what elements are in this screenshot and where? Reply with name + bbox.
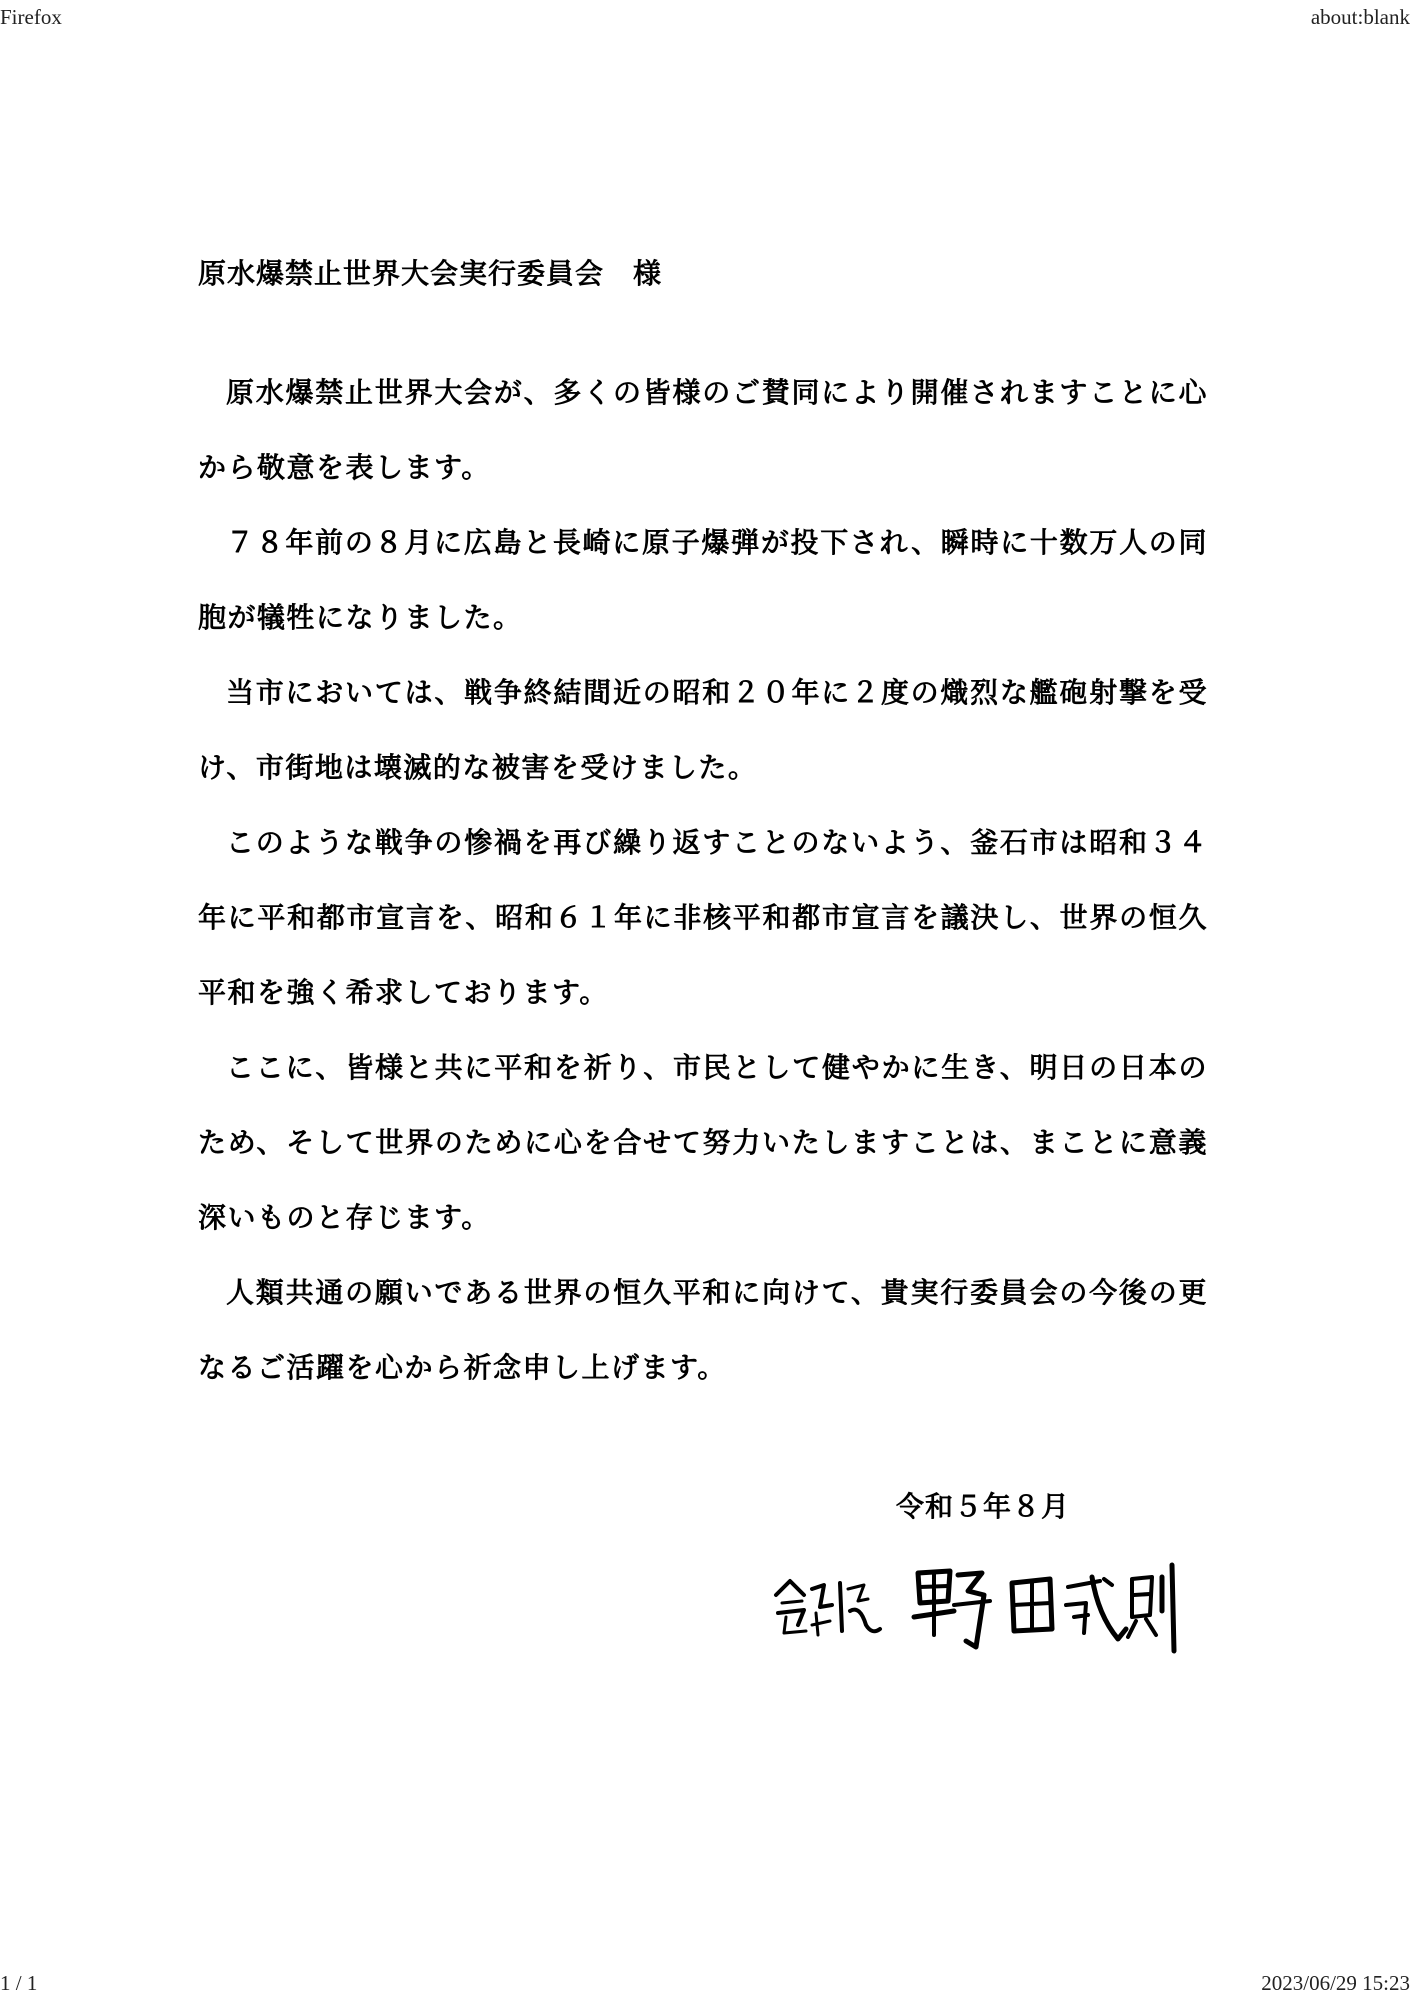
addressee: 原水爆禁止世界大会実行委員会 様 xyxy=(198,257,663,290)
paragraph-atomic-bombing: ７８年前の８月に広島と長崎に原子爆弾が投下され、瞬時に十数万人の同胞が犠牲になりました。 xyxy=(198,526,1208,634)
handwritten-signature xyxy=(768,1555,1178,1655)
print-timestamp: 2023/06/29 15:23 xyxy=(1261,1971,1410,1995)
page-indicator: 1 / 1 xyxy=(0,1971,38,1995)
letter-date: 令和５年８月 xyxy=(896,1490,1071,1523)
page-url: about:blank xyxy=(1310,5,1410,29)
paragraph-closing: 人類共通の願いである世界の恒久平和に向けて、貴実行委員会の今後の更なるご活躍を心から祈念申し上げます。 xyxy=(198,1276,1208,1384)
paragraph-peace-declaration: このような戦争の惨禍を再び繰り返すことのないよう、釜石市は昭和３４年に平和都市宣言を、昭和６１年に非核平和都市宣言を議決し、世界の恒久平和を強く希求しております。 xyxy=(198,826,1208,1009)
paragraph-city-bombardment: 当市においては、戦争終結間近の昭和２０年に２度の熾烈な艦砲射撃を受け、市街地は壊滅的な被害を受けました。 xyxy=(198,676,1208,784)
paragraph-prayer: ここに、皆様と共に平和を祈り、市民として健やかに生き、明日の日本のため、そして世界のために心を合せて努力いたしますことは、まことに意義深いものと存じます。 xyxy=(198,1051,1208,1234)
browser-title: Firefox xyxy=(0,5,62,29)
letter-body xyxy=(198,355,1208,1405)
paragraph-greeting: 原水爆禁止世界大会が、多くの皆様のご賛同により開催されますことに心から敬意を表します。 xyxy=(198,376,1208,484)
